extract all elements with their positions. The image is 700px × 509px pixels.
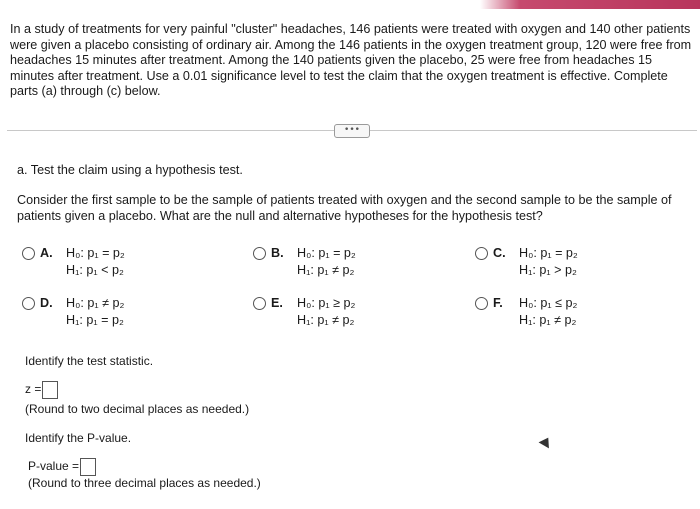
radio-e[interactable]: [253, 297, 266, 310]
pvalue-input[interactable]: [80, 458, 96, 476]
choice-d-letter: D.: [40, 296, 53, 310]
choice-c-letter: C.: [493, 246, 506, 260]
part-a-title: a. Test the claim using a hypothesis test.: [17, 163, 243, 177]
choice-a-h0: H₀: p₁ = p₂: [66, 246, 125, 260]
pvalue-round-note: (Round to three decimal places as needed.): [28, 476, 261, 490]
pvalue-prompt: Identify the P-value.: [25, 431, 132, 445]
mouse-cursor-icon: [539, 435, 554, 449]
choice-e-letter: E.: [271, 296, 283, 310]
choice-a-letter: A.: [40, 246, 53, 260]
choice-c-h1: H₁: p₁ > p₂: [519, 263, 577, 277]
radio-c[interactable]: [475, 247, 488, 260]
pvalue-answer-row: [28, 458, 96, 476]
z-round-note: (Round to two decimal places as needed.): [25, 402, 250, 416]
choice-b-letter: B.: [271, 246, 284, 260]
choice-f-letter: F.: [493, 296, 503, 310]
radio-f[interactable]: [475, 297, 488, 310]
z-input[interactable]: [42, 381, 58, 399]
choice-a-h1: H₁: p₁ < p₂: [66, 263, 124, 277]
choice-e-h0: H₀: p₁ ≥ p₂: [297, 296, 356, 310]
choice-e-h1: H₁: p₁ ≠ p₂: [297, 313, 355, 327]
choice-b-h1: H₁: p₁ ≠ p₂: [297, 263, 355, 277]
z-answer-row: [25, 381, 58, 399]
radio-d[interactable]: [22, 297, 35, 310]
test-statistic-prompt: Identify the test statistic.: [25, 354, 154, 368]
choice-c-h0: H₀: p₁ = p₂: [519, 246, 578, 260]
choice-f-h0: H₀: p₁ ≤ p₂: [519, 296, 578, 310]
radio-a[interactable]: [22, 247, 35, 260]
choice-f-h1: H₁: p₁ ≠ p₂: [519, 313, 577, 327]
expand-more-button[interactable]: •••: [334, 124, 370, 138]
hypothesis-question: Consider the first sample to be the sample of patients treated with oxygen and the second sample to be the sample of patients given a placebo. What are the null and alternative hypotheses for the hypothesis test?: [17, 193, 672, 223]
top-accent-bar: [0, 0, 700, 9]
radio-b[interactable]: [253, 247, 266, 260]
z-label: z =: [25, 382, 42, 397]
pvalue-label: P-value =: [28, 459, 80, 474]
problem-statement: In a study of treatments for very painful "cluster" headaches, 146 patients were treated with oxygen and 140 other patients were given a placebo consisting of ordinary air. Among the 146 patients in the oxygen treatment group, 120 were free from headaches 15 minutes after treatment. Among the 140 patients given the placebo, 25 were free from headaches 15 minutes after treatment. Use a 0.01 significance level to test the claim that the oxygen treatment is effective. Complete parts (a) through (c) below.: [10, 22, 692, 99]
choice-b-h0: H₀: p₁ = p₂: [297, 246, 356, 260]
choice-d-h1: H₁: p₁ = p₂: [66, 313, 124, 327]
choice-d-h0: H₀: p₁ ≠ p₂: [66, 296, 125, 310]
